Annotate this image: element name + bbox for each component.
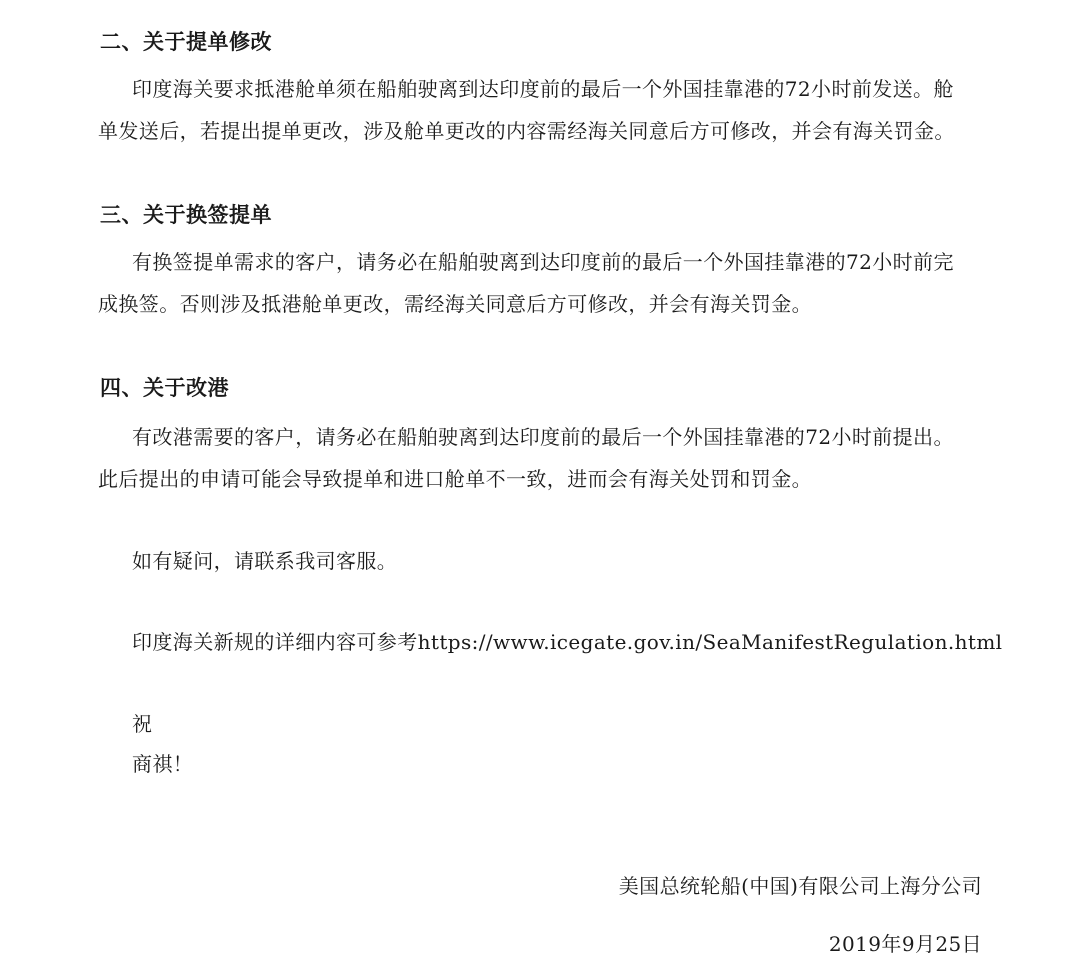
- section-heading-port-change: 四、关于改港: [100, 376, 229, 400]
- paragraph-line: 成换签。否则涉及抵港舱单更改，需经海关同意后方可修改，并会有海关罚金。: [98, 292, 812, 316]
- section-heading-bill-amendment: 二、关于提单修改: [100, 30, 272, 54]
- section-paragraph-bill-switch: [98, 241, 998, 325]
- section-paragraph-port-change: [98, 416, 998, 500]
- paragraph-line: 印度海关要求抵港舱单须在船舶驶离到达印度前的最后一个外国挂靠港的72小时前发送。舱: [132, 77, 954, 101]
- signature-date: 2019年9月25日: [828, 932, 982, 956]
- section-heading-bill-switch: 三、关于换签提单: [100, 203, 272, 227]
- signature-company: 美国总统轮船(中国)有限公司上海分公司: [618, 874, 982, 898]
- reference-note: 印度海关新规的详细内容可参考https://www.icegate.gov.in/SeaManifestRegulation.html: [132, 630, 1003, 654]
- paragraph-line: 有改港需要的客户，请务必在船舶驶离到达印度前的最后一个外国挂靠港的72小时前提出。: [132, 425, 954, 449]
- closing-wish: 商祺！: [132, 752, 194, 776]
- contact-note: 如有疑问，请联系我司客服。: [132, 549, 398, 573]
- paragraph-line: 此后提出的申请可能会导致提单和进口舱单不一致，进而会有海关处罚和罚金。: [98, 467, 812, 491]
- closing-greeting: 祝: [132, 712, 153, 736]
- paragraph-line: 单发送后，若提出提单更改，涉及舱单更改的内容需经海关同意后方可修改，并会有海关罚金。: [98, 119, 955, 143]
- paragraph-line: 有换签提单需求的客户，请务必在船舶驶离到达印度前的最后一个外国挂靠港的72小时前完: [132, 250, 954, 274]
- section-paragraph-bill-amendment: [98, 68, 998, 152]
